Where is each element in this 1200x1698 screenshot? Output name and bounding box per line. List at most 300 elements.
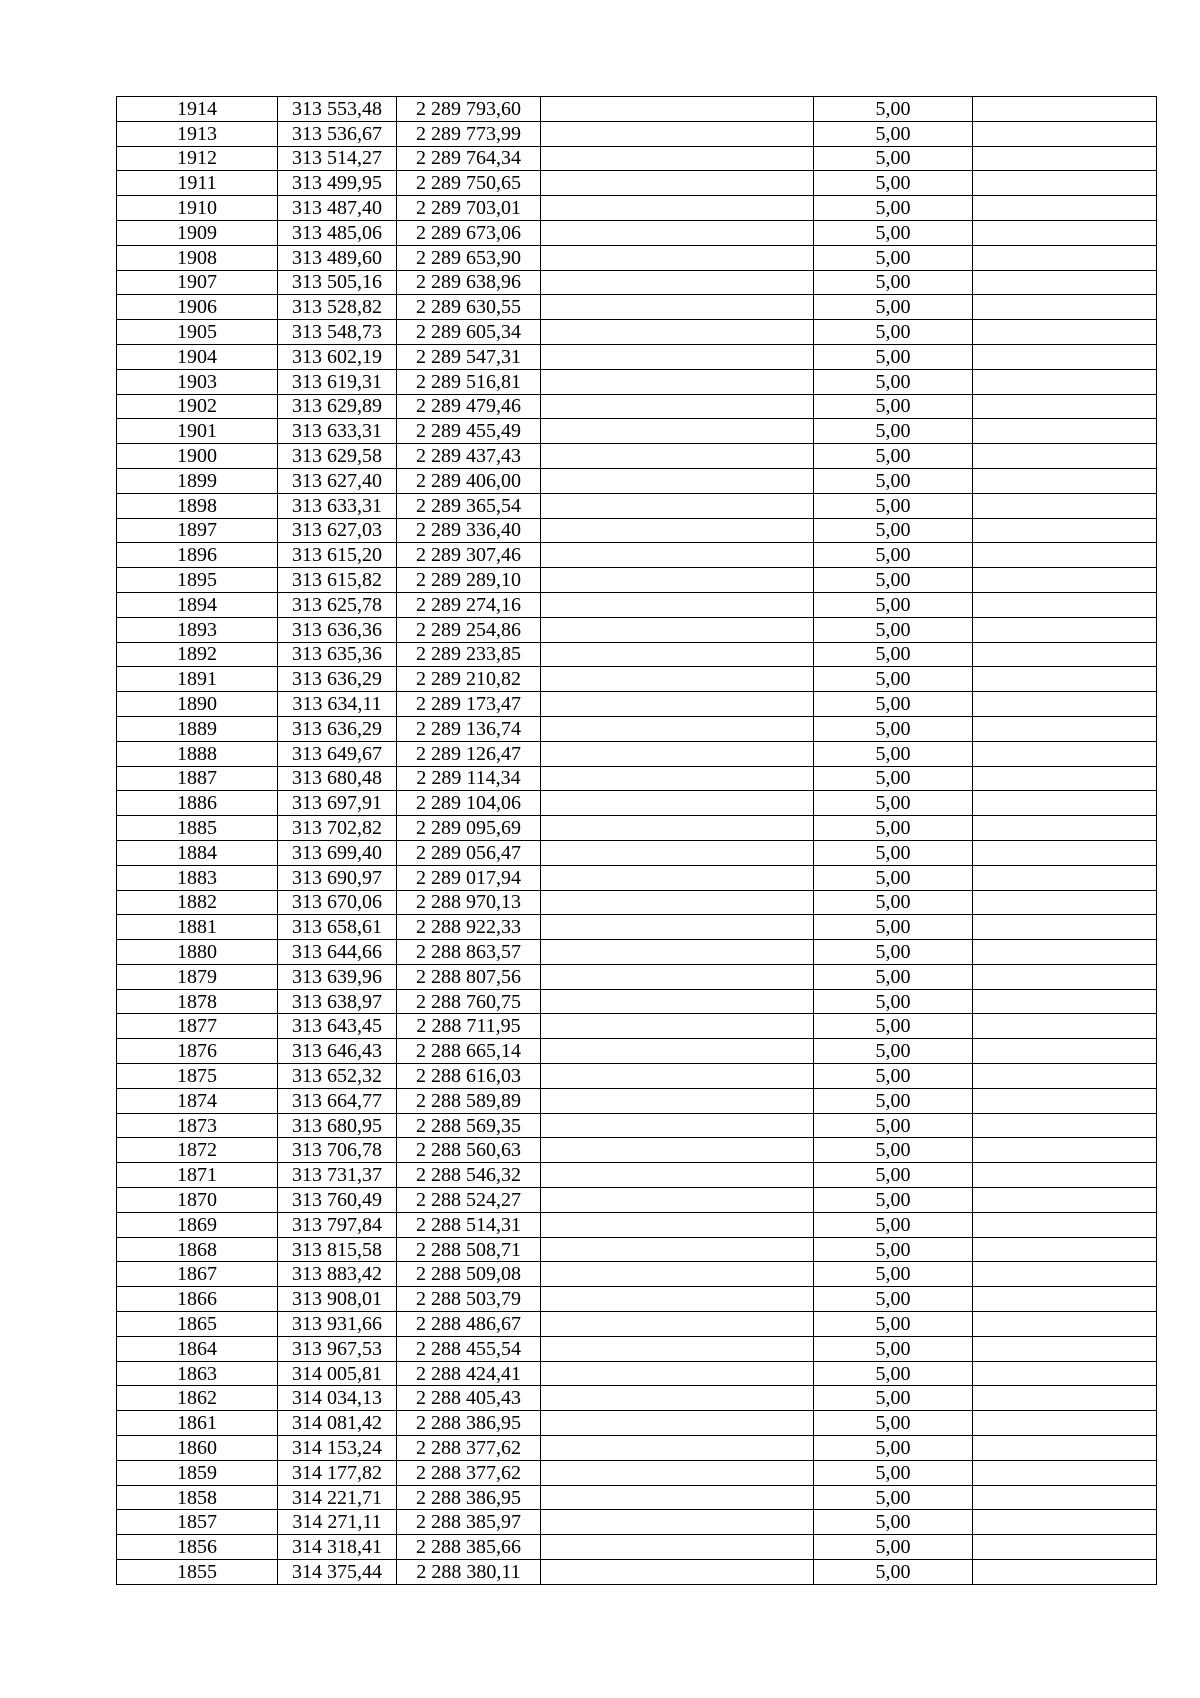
y-coordinate-cell: 2 288 514,31 [397, 1212, 541, 1237]
x-coordinate-cell: 313 658,61 [278, 915, 397, 940]
point-number-cell: 1896 [117, 543, 278, 568]
tolerance-cell: 5,00 [814, 220, 973, 245]
x-coordinate-cell: 313 883,42 [278, 1262, 397, 1287]
coordinates-table [116, 96, 1157, 1585]
empty-cell [541, 493, 814, 518]
empty-cell [973, 146, 1157, 171]
tolerance-cell: 5,00 [814, 915, 973, 940]
empty-cell [541, 791, 814, 816]
table-row [117, 1510, 1157, 1535]
tolerance-cell: 5,00 [814, 1113, 973, 1138]
table-row [117, 1212, 1157, 1237]
table-row [117, 617, 1157, 642]
x-coordinate-cell: 313 702,82 [278, 816, 397, 841]
x-coordinate-cell: 313 619,31 [278, 369, 397, 394]
x-coordinate-cell: 313 652,32 [278, 1064, 397, 1089]
y-coordinate-cell: 2 288 711,95 [397, 1014, 541, 1039]
y-coordinate-cell: 2 289 307,46 [397, 543, 541, 568]
table-row [117, 1138, 1157, 1163]
x-coordinate-cell: 313 548,73 [278, 320, 397, 345]
tolerance-cell: 5,00 [814, 146, 973, 171]
y-coordinate-cell: 2 289 233,85 [397, 642, 541, 667]
point-number-cell: 1866 [117, 1287, 278, 1312]
x-coordinate-cell: 313 636,29 [278, 716, 397, 741]
table-row [117, 1411, 1157, 1436]
y-coordinate-cell: 2 289 547,31 [397, 344, 541, 369]
empty-cell [541, 369, 814, 394]
empty-cell [541, 468, 814, 493]
x-coordinate-cell: 313 680,95 [278, 1113, 397, 1138]
y-coordinate-cell: 2 288 508,71 [397, 1237, 541, 1262]
empty-cell [973, 394, 1157, 419]
x-coordinate-cell: 313 629,89 [278, 394, 397, 419]
x-coordinate-cell: 313 489,60 [278, 245, 397, 270]
tolerance-cell: 5,00 [814, 468, 973, 493]
point-number-cell: 1857 [117, 1510, 278, 1535]
point-number-cell: 1859 [117, 1460, 278, 1485]
y-coordinate-cell: 2 289 336,40 [397, 518, 541, 543]
y-coordinate-cell: 2 288 970,13 [397, 890, 541, 915]
empty-cell [973, 791, 1157, 816]
y-coordinate-cell: 2 289 017,94 [397, 865, 541, 890]
point-number-cell: 1910 [117, 196, 278, 221]
point-number-cell: 1872 [117, 1138, 278, 1163]
y-coordinate-cell: 2 289 437,43 [397, 444, 541, 469]
empty-cell [541, 568, 814, 593]
y-coordinate-cell: 2 288 386,95 [397, 1485, 541, 1510]
point-number-cell: 1876 [117, 1039, 278, 1064]
empty-cell [973, 692, 1157, 717]
y-coordinate-cell: 2 288 486,67 [397, 1312, 541, 1337]
point-number-cell: 1914 [117, 97, 278, 122]
empty-cell [973, 1138, 1157, 1163]
empty-cell [541, 816, 814, 841]
empty-cell [973, 543, 1157, 568]
point-number-cell: 1903 [117, 369, 278, 394]
tolerance-cell: 5,00 [814, 766, 973, 791]
x-coordinate-cell: 313 635,36 [278, 642, 397, 667]
x-coordinate-cell: 313 627,40 [278, 468, 397, 493]
x-coordinate-cell: 313 485,06 [278, 220, 397, 245]
table-row [117, 1436, 1157, 1461]
point-number-cell: 1902 [117, 394, 278, 419]
table-row [117, 1336, 1157, 1361]
point-number-cell: 1889 [117, 716, 278, 741]
x-coordinate-cell: 313 633,31 [278, 493, 397, 518]
table-row [117, 592, 1157, 617]
table-row [117, 1064, 1157, 1089]
y-coordinate-cell: 2 289 516,81 [397, 369, 541, 394]
empty-cell [973, 121, 1157, 146]
x-coordinate-cell: 313 639,96 [278, 964, 397, 989]
table-row [117, 1188, 1157, 1213]
empty-cell [973, 493, 1157, 518]
table-row [117, 816, 1157, 841]
point-number-cell: 1905 [117, 320, 278, 345]
table-row [117, 1287, 1157, 1312]
table-row [117, 692, 1157, 717]
empty-cell [541, 592, 814, 617]
x-coordinate-cell: 313 528,82 [278, 295, 397, 320]
empty-cell [973, 1436, 1157, 1461]
tolerance-cell: 5,00 [814, 1460, 973, 1485]
empty-cell [973, 444, 1157, 469]
x-coordinate-cell: 313 638,97 [278, 989, 397, 1014]
empty-cell [541, 692, 814, 717]
table-row [117, 196, 1157, 221]
table-row [117, 741, 1157, 766]
empty-cell [973, 1163, 1157, 1188]
empty-cell [973, 419, 1157, 444]
x-coordinate-cell: 313 690,97 [278, 865, 397, 890]
y-coordinate-cell: 2 289 114,34 [397, 766, 541, 791]
y-coordinate-cell: 2 288 377,62 [397, 1436, 541, 1461]
x-coordinate-cell: 313 931,66 [278, 1312, 397, 1337]
y-coordinate-cell: 2 288 503,79 [397, 1287, 541, 1312]
tolerance-cell: 5,00 [814, 121, 973, 146]
point-number-cell: 1885 [117, 816, 278, 841]
empty-cell [973, 989, 1157, 1014]
empty-cell [973, 1560, 1157, 1585]
empty-cell [541, 840, 814, 865]
point-number-cell: 1891 [117, 667, 278, 692]
x-coordinate-cell: 313 649,67 [278, 741, 397, 766]
tolerance-cell: 5,00 [814, 1485, 973, 1510]
point-number-cell: 1890 [117, 692, 278, 717]
tolerance-cell: 5,00 [814, 840, 973, 865]
y-coordinate-cell: 2 289 254,86 [397, 617, 541, 642]
empty-cell [973, 97, 1157, 122]
table-row [117, 1113, 1157, 1138]
table-row [117, 295, 1157, 320]
empty-cell [541, 1188, 814, 1213]
y-coordinate-cell: 2 289 289,10 [397, 568, 541, 593]
tolerance-cell: 5,00 [814, 493, 973, 518]
y-coordinate-cell: 2 288 922,33 [397, 915, 541, 940]
empty-cell [973, 1188, 1157, 1213]
empty-cell [973, 617, 1157, 642]
x-coordinate-cell: 313 615,82 [278, 568, 397, 593]
empty-cell [973, 1485, 1157, 1510]
table-row [117, 121, 1157, 146]
point-number-cell: 1871 [117, 1163, 278, 1188]
table-row [117, 890, 1157, 915]
point-number-cell: 1892 [117, 642, 278, 667]
table-row [117, 543, 1157, 568]
empty-cell [973, 1361, 1157, 1386]
y-coordinate-cell: 2 289 210,82 [397, 667, 541, 692]
x-coordinate-cell: 314 081,42 [278, 1411, 397, 1436]
point-number-cell: 1887 [117, 766, 278, 791]
empty-cell [541, 964, 814, 989]
tolerance-cell: 5,00 [814, 1436, 973, 1461]
table-row [117, 320, 1157, 345]
empty-cell [973, 1064, 1157, 1089]
table-row [117, 1535, 1157, 1560]
point-number-cell: 1877 [117, 1014, 278, 1039]
x-coordinate-cell: 313 967,53 [278, 1336, 397, 1361]
point-number-cell: 1870 [117, 1188, 278, 1213]
table-row [117, 1163, 1157, 1188]
point-number-cell: 1886 [117, 791, 278, 816]
y-coordinate-cell: 2 288 377,62 [397, 1460, 541, 1485]
empty-cell [541, 320, 814, 345]
table-row [117, 1014, 1157, 1039]
x-coordinate-cell: 313 680,48 [278, 766, 397, 791]
tolerance-cell: 5,00 [814, 1361, 973, 1386]
empty-cell [973, 816, 1157, 841]
empty-cell [541, 989, 814, 1014]
tolerance-cell: 5,00 [814, 716, 973, 741]
y-coordinate-cell: 2 289 605,34 [397, 320, 541, 345]
table-row [117, 344, 1157, 369]
x-coordinate-cell: 314 271,11 [278, 1510, 397, 1535]
empty-cell [973, 320, 1157, 345]
coordinates-table-body [117, 97, 1157, 1585]
empty-cell [973, 964, 1157, 989]
empty-cell [541, 890, 814, 915]
x-coordinate-cell: 314 177,82 [278, 1460, 397, 1485]
point-number-cell: 1883 [117, 865, 278, 890]
table-row [117, 568, 1157, 593]
point-number-cell: 1912 [117, 146, 278, 171]
empty-cell [973, 568, 1157, 593]
empty-cell [973, 1411, 1157, 1436]
tolerance-cell: 5,00 [814, 642, 973, 667]
y-coordinate-cell: 2 288 760,75 [397, 989, 541, 1014]
y-coordinate-cell: 2 289 056,47 [397, 840, 541, 865]
empty-cell [541, 1039, 814, 1064]
empty-cell [973, 1113, 1157, 1138]
tolerance-cell: 5,00 [814, 1287, 973, 1312]
tolerance-cell: 5,00 [814, 791, 973, 816]
table-row [117, 220, 1157, 245]
point-number-cell: 1865 [117, 1312, 278, 1337]
tolerance-cell: 5,00 [814, 1014, 973, 1039]
tolerance-cell: 5,00 [814, 320, 973, 345]
point-number-cell: 1907 [117, 270, 278, 295]
empty-cell [541, 741, 814, 766]
x-coordinate-cell: 313 634,11 [278, 692, 397, 717]
empty-cell [973, 1510, 1157, 1535]
empty-cell [541, 1460, 814, 1485]
x-coordinate-cell: 313 629,58 [278, 444, 397, 469]
empty-cell [973, 1212, 1157, 1237]
empty-cell [541, 1436, 814, 1461]
table-row [117, 1039, 1157, 1064]
tolerance-cell: 5,00 [814, 344, 973, 369]
tolerance-cell: 5,00 [814, 1088, 973, 1113]
tolerance-cell: 5,00 [814, 97, 973, 122]
empty-cell [973, 940, 1157, 965]
empty-cell [541, 1212, 814, 1237]
empty-cell [973, 196, 1157, 221]
table-row [117, 171, 1157, 196]
y-coordinate-cell: 2 288 509,08 [397, 1262, 541, 1287]
y-coordinate-cell: 2 289 793,60 [397, 97, 541, 122]
tolerance-cell: 5,00 [814, 1163, 973, 1188]
x-coordinate-cell: 313 633,31 [278, 419, 397, 444]
tolerance-cell: 5,00 [814, 171, 973, 196]
empty-cell [973, 592, 1157, 617]
empty-cell [541, 1535, 814, 1560]
empty-cell [541, 543, 814, 568]
tolerance-cell: 5,00 [814, 692, 973, 717]
point-number-cell: 1899 [117, 468, 278, 493]
empty-cell [541, 1138, 814, 1163]
x-coordinate-cell: 313 697,91 [278, 791, 397, 816]
x-coordinate-cell: 313 760,49 [278, 1188, 397, 1213]
empty-cell [541, 667, 814, 692]
tolerance-cell: 5,00 [814, 1312, 973, 1337]
x-coordinate-cell: 313 499,95 [278, 171, 397, 196]
x-coordinate-cell: 313 636,36 [278, 617, 397, 642]
empty-cell [541, 344, 814, 369]
empty-cell [973, 766, 1157, 791]
x-coordinate-cell: 313 627,03 [278, 518, 397, 543]
tolerance-cell: 5,00 [814, 196, 973, 221]
tolerance-cell: 5,00 [814, 1237, 973, 1262]
empty-cell [973, 1312, 1157, 1337]
x-coordinate-cell: 313 625,78 [278, 592, 397, 617]
point-number-cell: 1869 [117, 1212, 278, 1237]
empty-cell [541, 121, 814, 146]
empty-cell [541, 419, 814, 444]
tolerance-cell: 5,00 [814, 270, 973, 295]
table-row [117, 245, 1157, 270]
table-row [117, 1088, 1157, 1113]
empty-cell [973, 667, 1157, 692]
x-coordinate-cell: 313 731,37 [278, 1163, 397, 1188]
table-row [117, 394, 1157, 419]
tolerance-cell: 5,00 [814, 1535, 973, 1560]
table-row [117, 940, 1157, 965]
point-number-cell: 1864 [117, 1336, 278, 1361]
point-number-cell: 1855 [117, 1560, 278, 1585]
x-coordinate-cell: 314 318,41 [278, 1535, 397, 1560]
table-row [117, 97, 1157, 122]
table-row [117, 1460, 1157, 1485]
empty-cell [541, 1088, 814, 1113]
empty-cell [541, 1163, 814, 1188]
empty-cell [541, 97, 814, 122]
table-row [117, 1262, 1157, 1287]
table-row [117, 1312, 1157, 1337]
point-number-cell: 1895 [117, 568, 278, 593]
tolerance-cell: 5,00 [814, 568, 973, 593]
y-coordinate-cell: 2 289 703,01 [397, 196, 541, 221]
table-row [117, 444, 1157, 469]
table-row [117, 766, 1157, 791]
empty-cell [541, 295, 814, 320]
point-number-cell: 1874 [117, 1088, 278, 1113]
x-coordinate-cell: 313 706,78 [278, 1138, 397, 1163]
tolerance-cell: 5,00 [814, 890, 973, 915]
empty-cell [541, 1386, 814, 1411]
empty-cell [973, 518, 1157, 543]
x-coordinate-cell: 313 643,45 [278, 1014, 397, 1039]
table-row [117, 369, 1157, 394]
tolerance-cell: 5,00 [814, 940, 973, 965]
empty-cell [973, 741, 1157, 766]
x-coordinate-cell: 313 644,66 [278, 940, 397, 965]
empty-cell [973, 245, 1157, 270]
y-coordinate-cell: 2 289 455,49 [397, 419, 541, 444]
x-coordinate-cell: 313 536,67 [278, 121, 397, 146]
empty-cell [541, 642, 814, 667]
empty-cell [973, 1014, 1157, 1039]
y-coordinate-cell: 2 288 569,35 [397, 1113, 541, 1138]
x-coordinate-cell: 314 005,81 [278, 1361, 397, 1386]
empty-cell [541, 1014, 814, 1039]
tolerance-cell: 5,00 [814, 1262, 973, 1287]
tolerance-cell: 5,00 [814, 1560, 973, 1585]
tolerance-cell: 5,00 [814, 1138, 973, 1163]
point-number-cell: 1906 [117, 295, 278, 320]
x-coordinate-cell: 313 908,01 [278, 1287, 397, 1312]
empty-cell [541, 1411, 814, 1436]
table-row [117, 1386, 1157, 1411]
empty-cell [541, 1287, 814, 1312]
y-coordinate-cell: 2 289 750,65 [397, 171, 541, 196]
x-coordinate-cell: 313 487,40 [278, 196, 397, 221]
empty-cell [541, 518, 814, 543]
y-coordinate-cell: 2 288 524,27 [397, 1188, 541, 1213]
tolerance-cell: 5,00 [814, 592, 973, 617]
point-number-cell: 1888 [117, 741, 278, 766]
empty-cell [541, 220, 814, 245]
point-number-cell: 1858 [117, 1485, 278, 1510]
empty-cell [541, 270, 814, 295]
point-number-cell: 1856 [117, 1535, 278, 1560]
table-row [117, 468, 1157, 493]
y-coordinate-cell: 2 288 424,41 [397, 1361, 541, 1386]
y-coordinate-cell: 2 288 385,66 [397, 1535, 541, 1560]
point-number-cell: 1873 [117, 1113, 278, 1138]
tolerance-cell: 5,00 [814, 1386, 973, 1411]
y-coordinate-cell: 2 288 863,57 [397, 940, 541, 965]
empty-cell [973, 1535, 1157, 1560]
empty-cell [973, 716, 1157, 741]
empty-cell [541, 394, 814, 419]
empty-cell [973, 642, 1157, 667]
point-number-cell: 1880 [117, 940, 278, 965]
table-row [117, 667, 1157, 692]
tolerance-cell: 5,00 [814, 543, 973, 568]
empty-cell [541, 146, 814, 171]
table-row [117, 865, 1157, 890]
tolerance-cell: 5,00 [814, 989, 973, 1014]
tolerance-cell: 5,00 [814, 369, 973, 394]
point-number-cell: 1867 [117, 1262, 278, 1287]
empty-cell [541, 1361, 814, 1386]
empty-cell [973, 840, 1157, 865]
x-coordinate-cell: 313 797,84 [278, 1212, 397, 1237]
tolerance-cell: 5,00 [814, 1212, 973, 1237]
tolerance-cell: 5,00 [814, 1064, 973, 1089]
table-row [117, 989, 1157, 1014]
point-number-cell: 1900 [117, 444, 278, 469]
empty-cell [541, 1485, 814, 1510]
point-number-cell: 1904 [117, 344, 278, 369]
tolerance-cell: 5,00 [814, 865, 973, 890]
empty-cell [973, 1460, 1157, 1485]
y-coordinate-cell: 2 288 616,03 [397, 1064, 541, 1089]
empty-cell [973, 1088, 1157, 1113]
empty-cell [973, 890, 1157, 915]
empty-cell [541, 1560, 814, 1585]
y-coordinate-cell: 2 289 638,96 [397, 270, 541, 295]
